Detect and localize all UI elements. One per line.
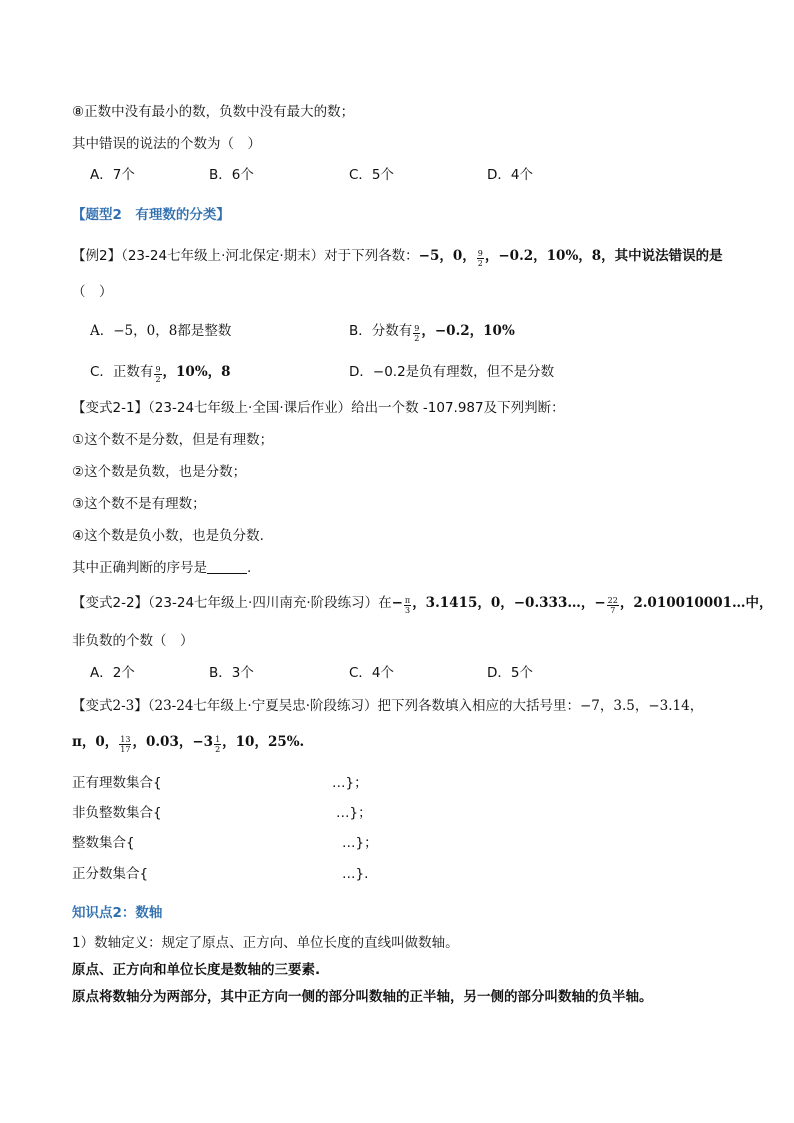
example2-nums-before: −5，0， — [418, 248, 476, 264]
variant21-judgment-2: ②这个数是负数，也是分数； — [72, 464, 247, 480]
set-nonnegative-integer-end: …}； — [336, 805, 372, 821]
knowledge-bold-1: 原点、正方向和单位长度是数轴的三要素. — [72, 962, 321, 978]
example2-option-b: B．分数有 $\frac{9}{2}$ ，−0.2，10% — [349, 323, 515, 343]
variant22-option-b: B．3个 — [209, 665, 254, 681]
variant23-line2: π，0， $\frac{13}{17}$ ，0.03，−3 $\frac{1}{2}$ ，10，25%. — [72, 734, 305, 754]
variant22-option-a: A．2个 — [90, 665, 135, 681]
fraction-22-7: $\frac{22}{7}$ — [607, 596, 618, 615]
example2-prefix: 【例2】（23-24七年级上·河北保定·期末）对于下列各数： — [72, 248, 419, 264]
variant22-option-d: D．5个 — [487, 665, 533, 681]
variant21-judgment-4: ④这个数是负小数，也是负分数. — [72, 528, 264, 544]
set-nonnegative-integer: 非负整数集合{ — [72, 805, 162, 821]
variant22-option-c: C．4个 — [349, 665, 395, 681]
option-c: C．5个 — [349, 167, 395, 183]
knowledge-bold-2: 原点将数轴分为两部分，其中正方向一侧的部分叫数轴的正半轴，另一侧的部分叫数轴的负半轴。 — [72, 989, 653, 1005]
example2-option-c: C．正数有 $\frac{9}{2}$ ，10%，8 — [90, 364, 231, 384]
example2-option-a: A．−5，0，8都是整数 — [90, 323, 232, 339]
variant21-line: 【变式2-1】（23-24七年级上·全国·课后作业）给出一个数 -107.987及下列判断： — [72, 400, 565, 416]
variant21-answer: 其中正确判断的序号是 . — [72, 560, 252, 576]
example2-nums-after: ，−0.2，10%，8，其中说法错误的是 — [484, 248, 723, 264]
fraction-pi-3: $\frac{\pi}{3}$ — [404, 596, 411, 615]
variant21-judgment-1: ①这个数不是分数，但是有理数； — [72, 432, 274, 448]
set-positive-fraction: 正分数集合{ — [72, 866, 149, 882]
question-text: 其中错误的说法的个数为（ ） — [72, 136, 261, 152]
fraction-1-2: $\frac{1}{2}$ — [215, 735, 221, 754]
variant23-line1: 【变式2-3】（23-24七年级上·宁夏吴忠·阶段练习）把下列各数填入相应的大括号里：−7，3.5，−3.14， — [72, 698, 704, 714]
statement-8: ⑧正数中没有最小的数，负数中没有最大的数； — [72, 104, 355, 120]
fraction-9-2: $\frac{9}{2}$ — [414, 324, 420, 343]
option-d: D．4个 — [487, 167, 533, 183]
variant21-judgment-3: ③这个数不是有理数； — [72, 496, 206, 512]
option-b: B．6个 — [209, 167, 254, 183]
example2-option-d: D．−0.2是负有理数，但不是分数 — [349, 364, 555, 380]
section-heading-type2: 【题型2 有理数的分类】 — [72, 207, 230, 223]
knowledge-heading: 知识点2：数轴 — [72, 905, 163, 921]
set-integer: 整数集合{ — [72, 835, 135, 851]
option-a: A．7个 — [90, 167, 135, 183]
set-positive-rational: 正有理数集合{ — [72, 775, 162, 791]
fraction-9-2: $\frac{9}{2}$ — [477, 249, 483, 268]
set-positive-rational-end: …}； — [332, 775, 368, 791]
knowledge-definition: 1）数轴定义：规定了原点、正方向、单位长度的直线叫做数轴。 — [72, 935, 459, 951]
set-integer-end: …}； — [342, 835, 378, 851]
fraction-13-17: $\frac{13}{17}$ — [120, 735, 131, 754]
fraction-9-2: $\frac{9}{2}$ — [155, 365, 161, 384]
variant22-line1: 【变式2-2】（23-24七年级上·四川南充·阶段练习）在− $\frac{\pi}{3}$ ，3.1415，0，−0.333…，− $\frac{22}{7}$ ，2.010010001…中， — [72, 595, 773, 615]
variant22-line2: 非负数的个数（ ） — [72, 633, 194, 649]
example2-line1 — [72, 246, 723, 268]
set-positive-fraction-end: …}. — [342, 866, 369, 882]
answer-blank — [207, 559, 247, 574]
example2-paren: （ ） — [72, 284, 113, 300]
